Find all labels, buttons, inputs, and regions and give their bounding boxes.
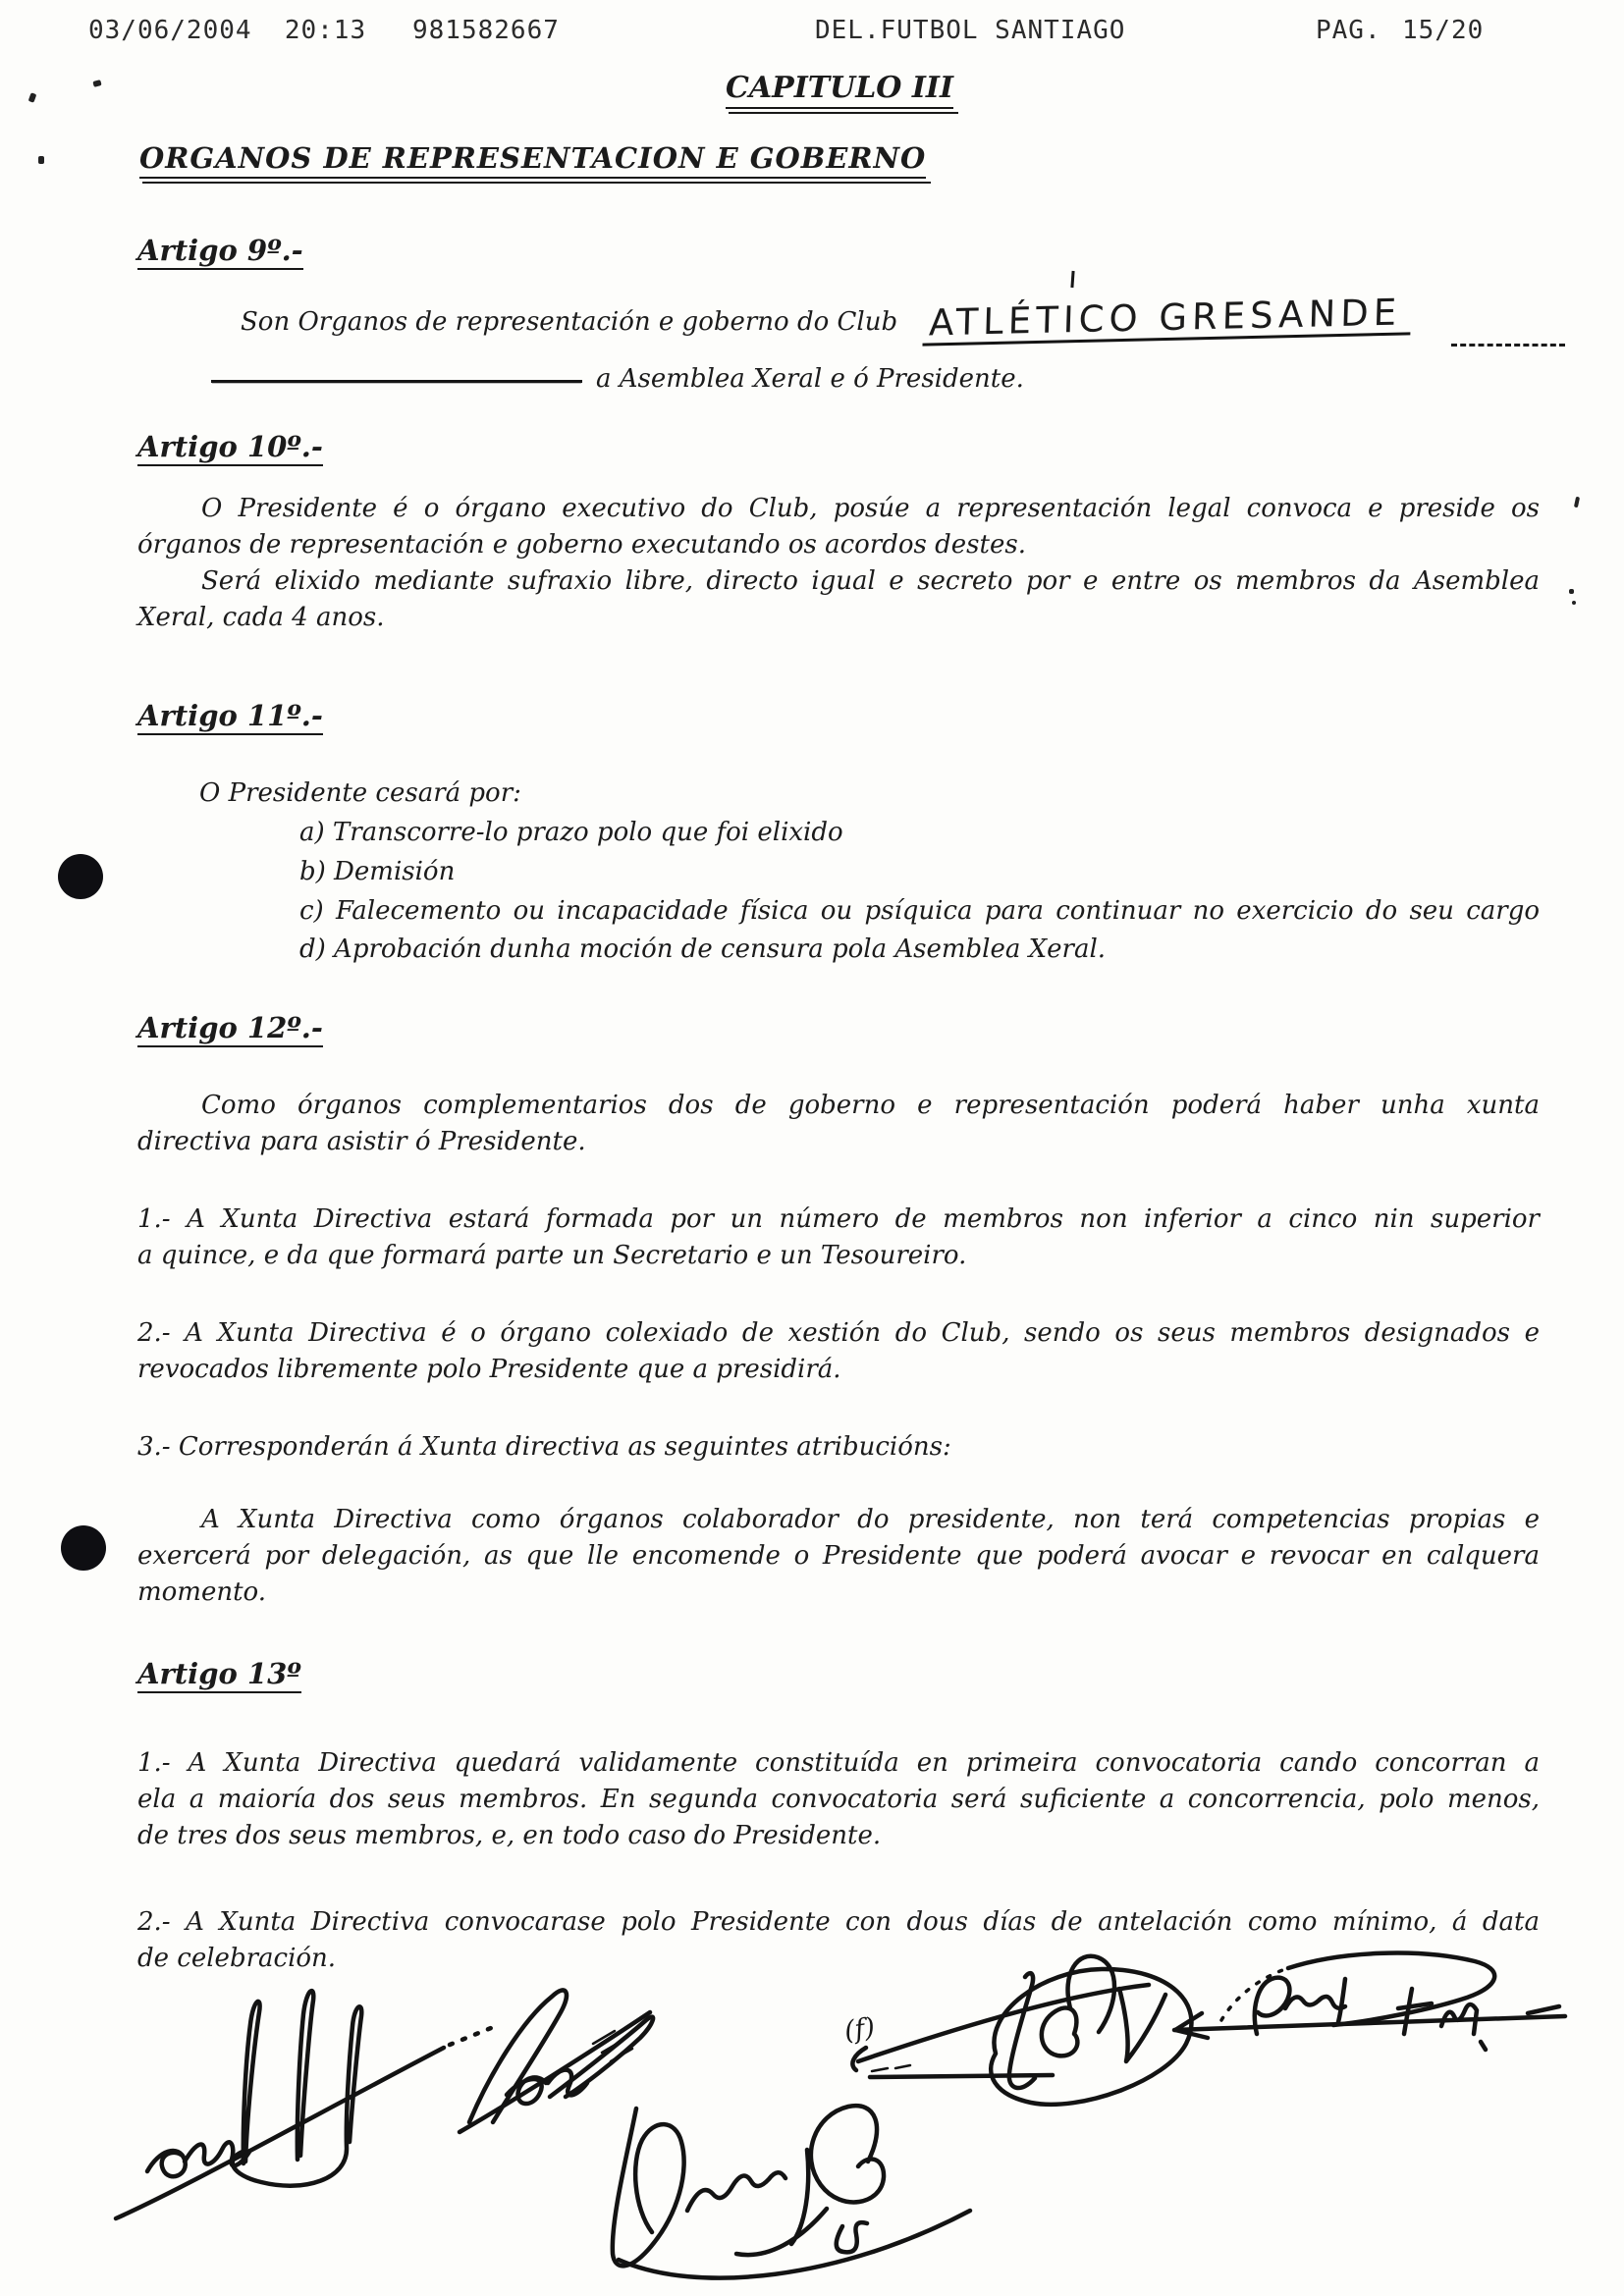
article-11-item-d: d) Aprobación dunha moción de censura pola Asemblea Xeral.	[299, 934, 1107, 964]
article-13-p1-line-1: 1.- A Xunta Directiva quedará validamente constituída en primeira convocatoria cando concorran a	[137, 1748, 1540, 1778]
scan-speck	[28, 92, 37, 103]
article-10-heading	[137, 430, 323, 466]
article-12-p2-line-2: a quince, e da que formará parte un Secretario e un Tesoureiro.	[137, 1241, 967, 1270]
article-9-heading	[137, 234, 303, 270]
handwriting-accent-tick	[1070, 271, 1074, 288]
article-13-heading-text: Artigo 13º	[137, 1657, 301, 1693]
article-9-lead: Son Organos de representación e goberno do Club	[241, 307, 898, 337]
fax-page-number: 15/20	[1402, 16, 1485, 45]
scan-speck	[1574, 497, 1580, 508]
article-13-p1-line-2: ela a maioría dos seus membros. En segunda convocatoria será suficiente a concorrencia, polo menos,	[137, 1785, 1540, 1814]
club-name-handwritten: ATLÉTICO GRESANDE	[923, 294, 1412, 346]
article-13-p2-line-1: 2.- A Xunta Directiva convocarase polo Presidente con dous días de antelación como mínimo, á data	[137, 1907, 1540, 1937]
hole-punch-mark	[61, 1525, 106, 1571]
signature-2	[460, 1990, 653, 2132]
article-12-p3-line-2: revocados libremente polo Presidente que a presidirá.	[137, 1355, 841, 1384]
article-10-heading-text: Artigo 10º.-	[137, 430, 323, 466]
article-10-p2-line-2: Xeral, cada 4 anos.	[137, 603, 385, 632]
signature-annotation: (f)	[841, 2011, 878, 2048]
section-title	[139, 141, 926, 179]
article-12-p5-line-1: A Xunta Directiva como órganos colaborador do presidente, non terá competencias propias e	[201, 1505, 1540, 1534]
chapter-title-text: CAPITULO III	[726, 71, 953, 109]
chapter-title	[55, 71, 1624, 109]
article-10-p1-line-1: O Presidente é o órgano executivo do Club, posúe a representación legal convoca e preside os	[201, 494, 1540, 523]
fax-datetime: 03/06/2004 20:13	[88, 16, 367, 45]
fax-sender: DEL.FUTBOL SANTIAGO	[815, 16, 1126, 45]
article-12-heading	[137, 1011, 323, 1047]
article-11-item-b: b) Demisión	[299, 857, 456, 886]
fax-number: 981582667	[412, 16, 560, 45]
article-10-p2-line-1: Será elixido mediante sufraxio libre, directo igual e secreto por e entre os membros da Asemblea	[201, 566, 1540, 596]
article-13-p2-line-2: de celebración.	[137, 1944, 337, 1973]
signature-3	[613, 2106, 970, 2277]
article-9-tail: a Asemblea Xeral e ó Presidente.	[596, 364, 1024, 394]
article-12-p3-line-1: 2.- A Xunta Directiva é o órgano colexiado de xestión do Club, sendo os seus membros designados e	[137, 1318, 1540, 1348]
hole-punch-mark	[58, 854, 103, 899]
scan-speck	[1569, 589, 1574, 594]
handwriting-trailing-dashes	[1451, 344, 1565, 347]
article-11-item-a: a) Transcorre-lo prazo polo que foi elixido	[299, 818, 843, 847]
scan-speck	[38, 156, 44, 164]
article-10-p1-line-2: órganos de representación e goberno executando os acordos destes.	[137, 530, 1026, 560]
article-12-p5-line-3: momento.	[137, 1577, 267, 1607]
article-11-heading	[137, 699, 323, 735]
article-12-p4-line-1: 3.- Corresponderán á Xunta directiva as seguintes atribucións:	[137, 1432, 951, 1462]
article-11-item-c: c) Falecemento ou incapacidade física ou psíquica para continuar no exercicio do seu cargo	[299, 896, 1540, 926]
signatures	[0, 1914, 1624, 2296]
article-9-line-2	[137, 361, 1613, 397]
article-12-p1-line-1: Como órganos complementarios dos de goberno e representación poderá haber unha xunta	[201, 1091, 1540, 1120]
scan-speck	[1572, 601, 1576, 605]
article-12-heading-text: Artigo 12º.-	[137, 1011, 323, 1047]
article-9-line-1	[137, 291, 1624, 345]
signature-4	[852, 1956, 1191, 2105]
article-12-p2-line-1: 1.- A Xunta Directiva estará formada por un número de membros non inferior a cinco nin superior	[137, 1204, 1540, 1234]
article-12-p5-line-2: exercerá por delegación, as que lle encomende o Presidente que poderá avocar e revocar en calquera	[137, 1541, 1540, 1571]
fax-page-label: PAG.	[1316, 16, 1381, 45]
article-11-heading-text: Artigo 11º.-	[137, 699, 323, 735]
blank-underline	[211, 380, 582, 383]
article-13-p1-line-3: de tres dos seus membros, e, en todo caso do Presidente.	[137, 1821, 882, 1850]
signature-5	[1174, 1953, 1565, 2050]
article-12-p1-line-2: directiva para asistir ó Presidente.	[137, 1127, 586, 1156]
article-11-intro: O Presidente cesará por:	[199, 778, 521, 808]
section-title-text: ORGANOS DE REPRESENTACION E GOBERNO	[139, 141, 926, 179]
signature-1	[116, 1991, 496, 2218]
article-13-heading	[137, 1657, 301, 1693]
article-9-heading-text: Artigo 9º.-	[137, 234, 303, 270]
